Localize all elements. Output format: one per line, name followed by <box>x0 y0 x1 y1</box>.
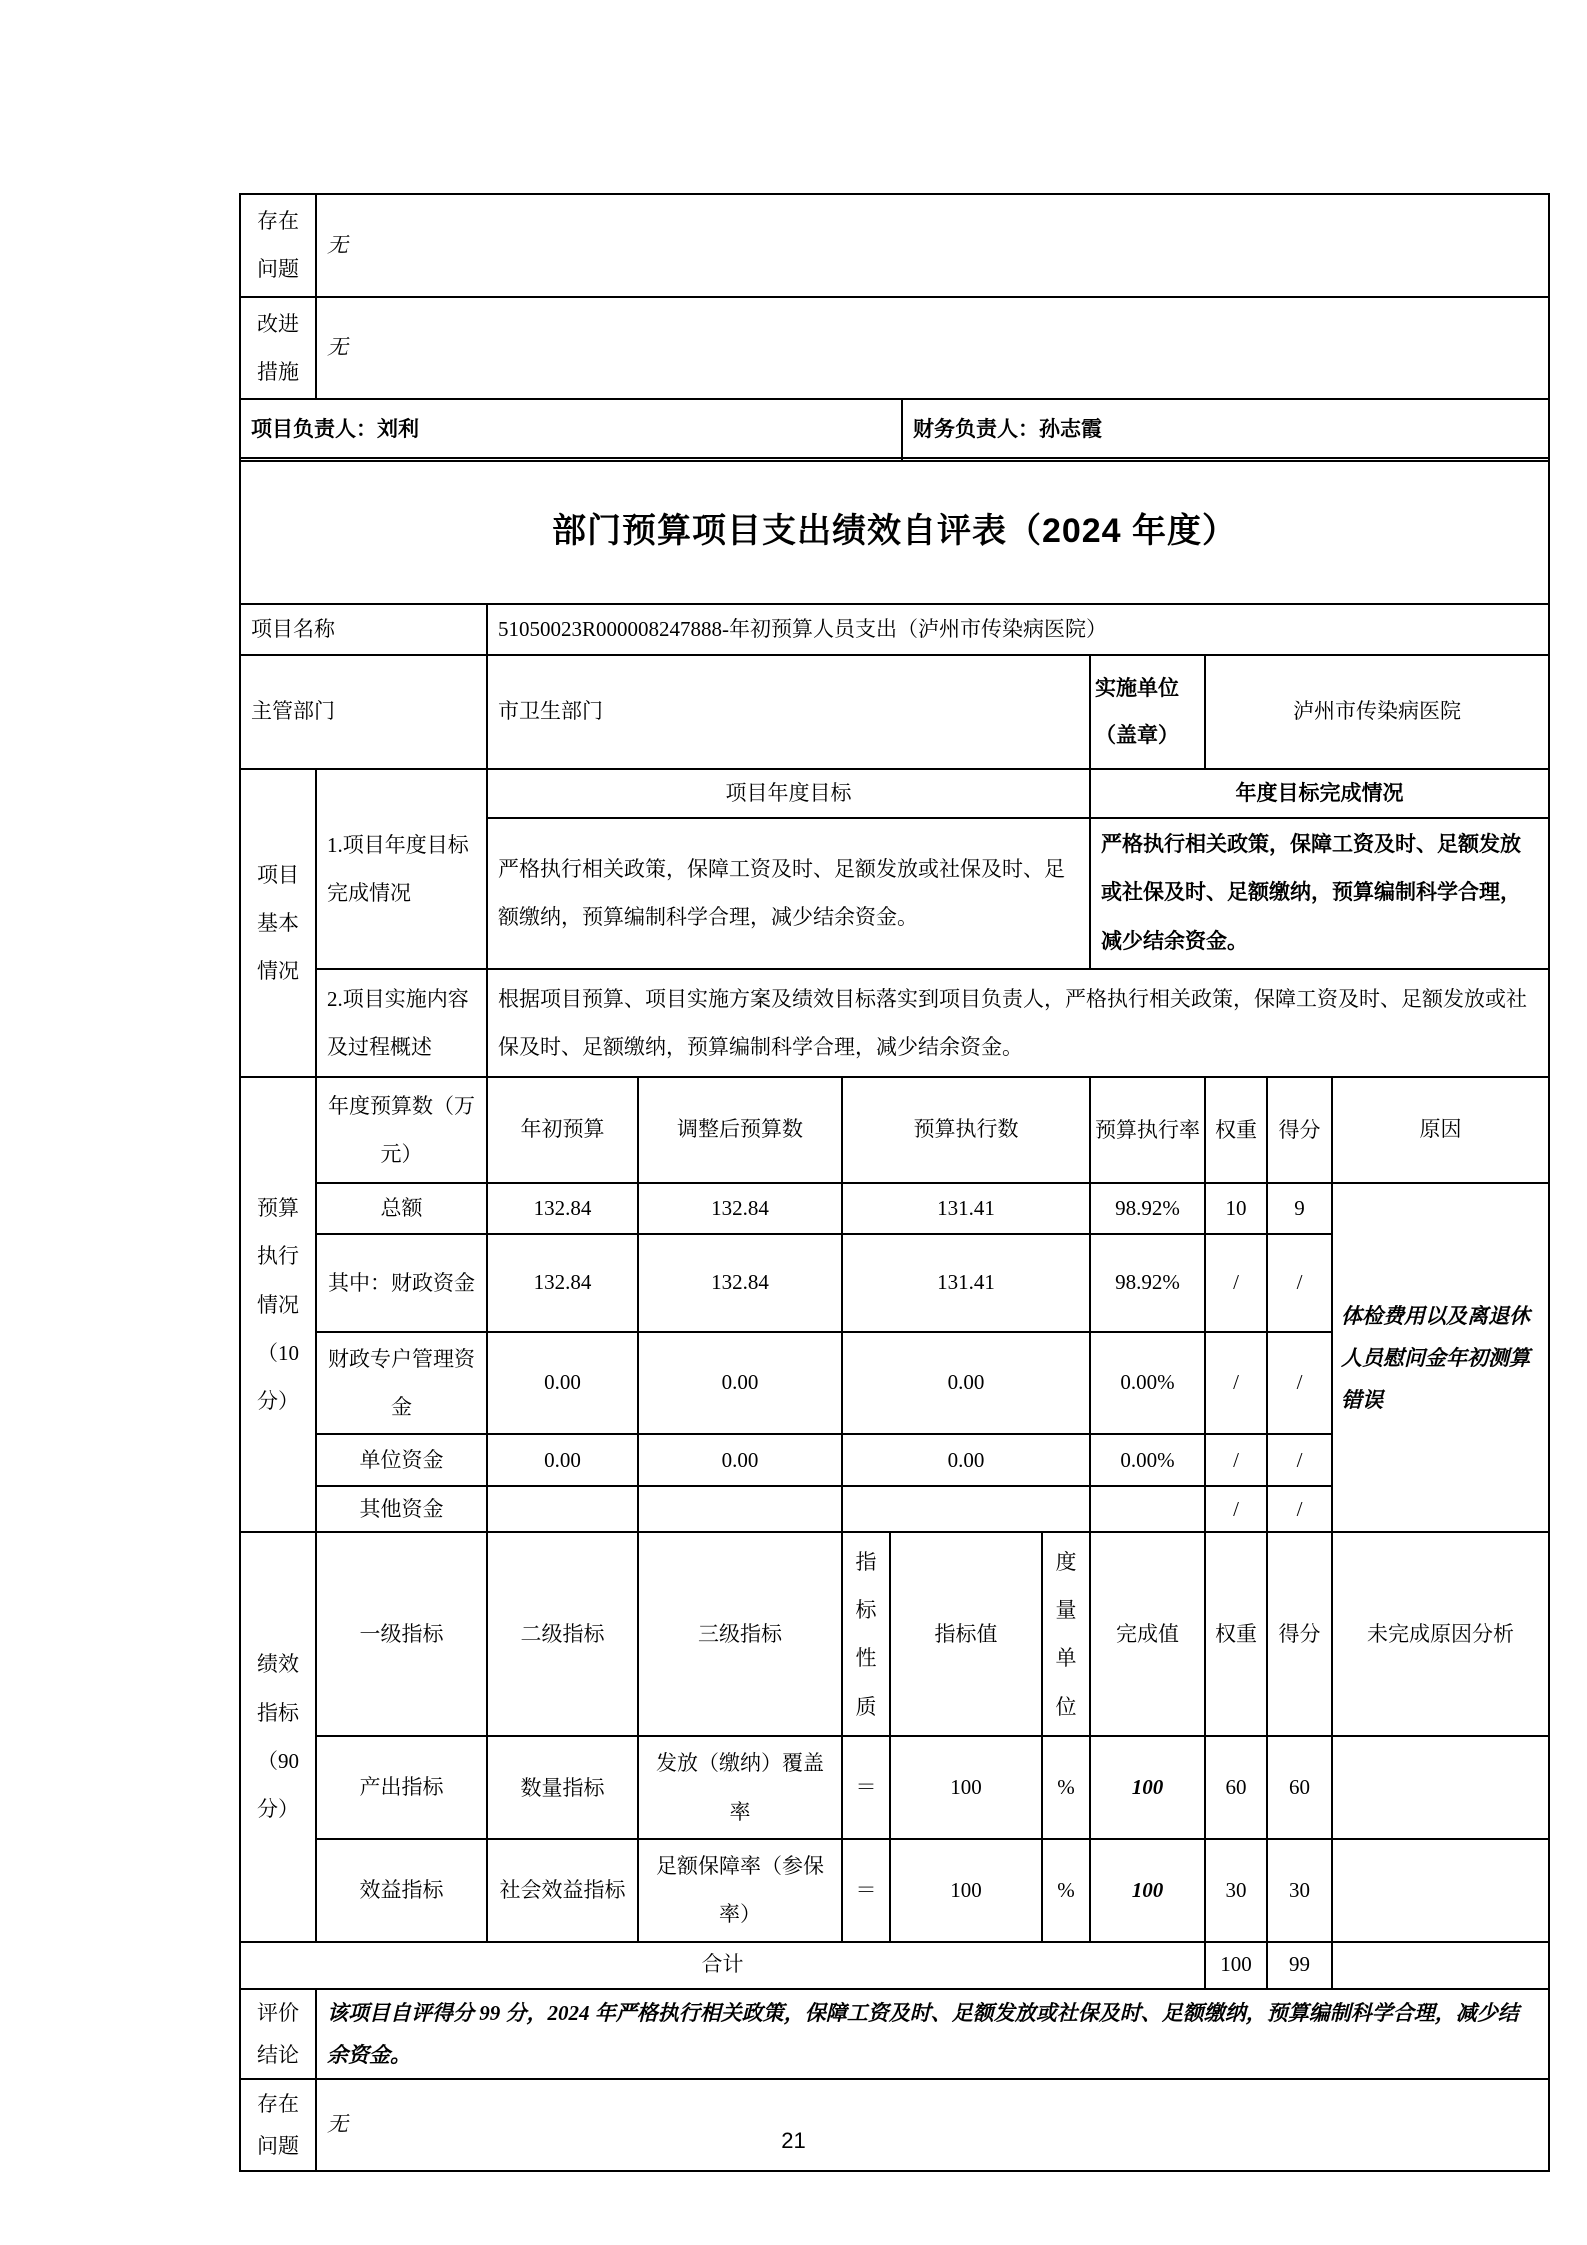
perf-header-level1: 一级指标 <box>316 1532 487 1736</box>
measures-label: 改进措施 <box>240 297 316 400</box>
table-row <box>240 458 1549 604</box>
budget-reason-text: 体检费用以及离退休人员慰问金年初测算错误 <box>1332 1183 1549 1533</box>
budget-cell <box>487 1486 638 1532</box>
budget-cell: 0.00 <box>842 1434 1090 1486</box>
basic-info-group-label: 项目基本情况 <box>240 769 316 1077</box>
goal-header: 项目年度目标 <box>487 769 1090 818</box>
budget-cell: 132.84 <box>638 1234 842 1332</box>
project-name-value: 51050023R000008247888-年初预算人员支出（泸州市传染病医院） <box>487 604 1549 655</box>
completion-header: 年度目标完成情况 <box>1090 769 1549 818</box>
implementation-text: 根据项目预算、项目实施方案及绩效目标落实到项目负责人，严格执行相关政策，保障工资及时、足额发放或社保及时、足额缴纳，预算编制科学合理，减少结余资金。 <box>487 969 1549 1077</box>
perf-cell: 30 <box>1267 1839 1332 1942</box>
budget-header-reason: 原因 <box>1332 1077 1549 1183</box>
budget-row-label: 其中：财政资金 <box>316 1234 487 1332</box>
dept-label: 主管部门 <box>240 655 487 769</box>
budget-cell <box>1090 1486 1205 1532</box>
table-row <box>240 604 1549 655</box>
perf-header-score: 得分 <box>1267 1532 1332 1736</box>
table-row <box>240 1532 1549 1736</box>
budget-cell: 0.00 <box>487 1434 638 1486</box>
perf-cell: 发放（缴纳）覆盖率 <box>638 1736 842 1839</box>
perf-cell: % <box>1042 1839 1090 1942</box>
budget-row-label: 单位资金 <box>316 1434 487 1486</box>
project-manager: 项目负责人：刘利 <box>240 399 902 461</box>
total-score: 99 <box>1267 1942 1332 1989</box>
perf-cell: 100 <box>890 1736 1042 1839</box>
page-number: 21 <box>781 2128 806 2153</box>
budget-header-initial: 年初预算 <box>487 1077 638 1183</box>
measures-value: 无 <box>316 297 1549 400</box>
budget-cell: 0.00 <box>638 1434 842 1486</box>
budget-header-rate: 预算执行率 <box>1090 1077 1205 1183</box>
completion-text: 严格执行相关政策，保障工资及时、足额发放或社保及时、足额缴纳，预算编制科学合理，减少结余资金。 <box>1090 818 1549 969</box>
perf-cell: 足额保障率（参保率） <box>638 1839 842 1942</box>
table-row <box>240 969 1549 1077</box>
finance-manager: 财务负责人：孙志霞 <box>902 399 1549 461</box>
budget-row-label: 其他资金 <box>316 1486 487 1532</box>
budget-header-adjusted: 调整后预算数 <box>638 1077 842 1183</box>
perf-cell: ＝ <box>842 1736 890 1839</box>
self-evaluation-table <box>239 457 1550 2172</box>
budget-header-executed: 预算执行数 <box>842 1077 1090 1183</box>
perf-cell: 100 <box>1090 1839 1205 1942</box>
table-row <box>240 1989 1549 2079</box>
budget-cell: / <box>1267 1486 1332 1532</box>
budget-cell: 132.84 <box>487 1183 638 1234</box>
perf-cell: % <box>1042 1736 1090 1839</box>
conclusion-text: 该项目自评得分 99 分，2024 年严格执行相关政策，保障工资及时、足额发放或社保及时、足额缴纳，预算编制科学合理，减少结余资金。 <box>316 1989 1549 2079</box>
budget-cell: 0.00 <box>638 1332 842 1435</box>
table-row <box>240 1839 1549 1942</box>
budget-header-weight: 权重 <box>1205 1077 1267 1183</box>
goal-text: 严格执行相关政策，保障工资及时、足额发放或社保及时、足额缴纳，预算编制科学合理，减少结余资金。 <box>487 818 1090 969</box>
performance-group-label: 绩效指标（90分） <box>240 1532 316 1941</box>
table-title: 部门预算项目支出绩效自评表（2024 年度） <box>240 458 1549 604</box>
budget-cell: 0.00% <box>1090 1332 1205 1435</box>
perf-header-nature: 指标性质 <box>842 1532 890 1736</box>
table-row <box>240 1942 1549 1989</box>
perf-header-actual: 完成值 <box>1090 1532 1205 1736</box>
perf-cell: 产出指标 <box>316 1736 487 1839</box>
perf-cell: 100 <box>890 1839 1042 1942</box>
impl-unit-value: 泸州市传染病医院 <box>1205 655 1549 769</box>
budget-cell: 131.41 <box>842 1234 1090 1332</box>
problems2-label: 存在问题 <box>240 2079 316 2171</box>
budget-cell: / <box>1205 1434 1267 1486</box>
budget-cell: 10 <box>1205 1183 1267 1234</box>
table-row <box>240 399 1549 461</box>
table-row <box>240 2079 1549 2171</box>
perf-cell: 社会效益指标 <box>487 1839 638 1942</box>
perf-cell: ＝ <box>842 1839 890 1942</box>
impl-unit-label: 实施单位（盖章） <box>1090 655 1205 769</box>
total-reason <box>1332 1942 1549 1989</box>
total-weight: 100 <box>1205 1942 1267 1989</box>
perf-cell: 100 <box>1090 1736 1205 1839</box>
budget-cell: 131.41 <box>842 1183 1090 1234</box>
budget-cell: / <box>1267 1434 1332 1486</box>
budget-cell: / <box>1267 1234 1332 1332</box>
perf-header-level3: 三级指标 <box>638 1532 842 1736</box>
budget-cell: 0.00 <box>487 1332 638 1435</box>
problems2-value: 无 <box>316 2079 1549 2171</box>
budget-row-label: 总额 <box>316 1183 487 1234</box>
perf-cell: 30 <box>1205 1839 1267 1942</box>
budget-cell: 98.92% <box>1090 1234 1205 1332</box>
budget-row-label: 财政专户管理资金 <box>316 1332 487 1435</box>
budget-cell: / <box>1205 1486 1267 1532</box>
perf-cell <box>1332 1736 1549 1839</box>
budget-cell: / <box>1267 1332 1332 1435</box>
perf-header-reason: 未完成原因分析 <box>1332 1532 1549 1736</box>
annual-goal-row-label: 1.项目年度目标完成情况 <box>316 769 487 969</box>
perf-cell: 效益指标 <box>316 1839 487 1942</box>
perf-header-unit: 度量单位 <box>1042 1532 1090 1736</box>
budget-header-rowlabel: 年度预算数（万元） <box>316 1077 487 1183</box>
perf-cell: 60 <box>1205 1736 1267 1839</box>
budget-cell: / <box>1205 1234 1267 1332</box>
budget-cell: 0.00 <box>842 1332 1090 1435</box>
problems-label: 存在问题 <box>240 194 316 297</box>
perf-cell <box>1332 1839 1549 1942</box>
top-table <box>239 193 1550 462</box>
project-name-label: 项目名称 <box>240 604 487 655</box>
problems-value: 无 <box>316 194 1549 297</box>
budget-cell: 132.84 <box>638 1183 842 1234</box>
conclusion-label: 评价结论 <box>240 1989 316 2079</box>
implementation-row-label: 2.项目实施内容及过程概述 <box>316 969 487 1077</box>
budget-cell: / <box>1205 1332 1267 1435</box>
table-row <box>240 1736 1549 1839</box>
budget-header-score: 得分 <box>1267 1077 1332 1183</box>
budget-cell: 98.92% <box>1090 1183 1205 1234</box>
table-row <box>240 769 1549 818</box>
perf-header-level2: 二级指标 <box>487 1532 638 1736</box>
budget-cell: 132.84 <box>487 1234 638 1332</box>
budget-cell <box>638 1486 842 1532</box>
budget-cell <box>842 1486 1090 1532</box>
perf-header-target: 指标值 <box>890 1532 1042 1736</box>
perf-cell: 数量指标 <box>487 1736 638 1839</box>
table-row <box>240 297 1549 400</box>
total-label: 合计 <box>240 1942 1205 1989</box>
perf-header-weight: 权重 <box>1205 1532 1267 1736</box>
budget-cell: 9 <box>1267 1183 1332 1234</box>
table-row <box>240 1183 1549 1234</box>
budget-group-label: 预算执行情况（10分） <box>240 1077 316 1533</box>
perf-cell: 60 <box>1267 1736 1332 1839</box>
dept-value: 市卫生部门 <box>487 655 1090 769</box>
budget-cell: 0.00% <box>1090 1434 1205 1486</box>
table-row <box>240 1077 1549 1183</box>
table-row <box>240 655 1549 769</box>
table-row <box>240 194 1549 297</box>
